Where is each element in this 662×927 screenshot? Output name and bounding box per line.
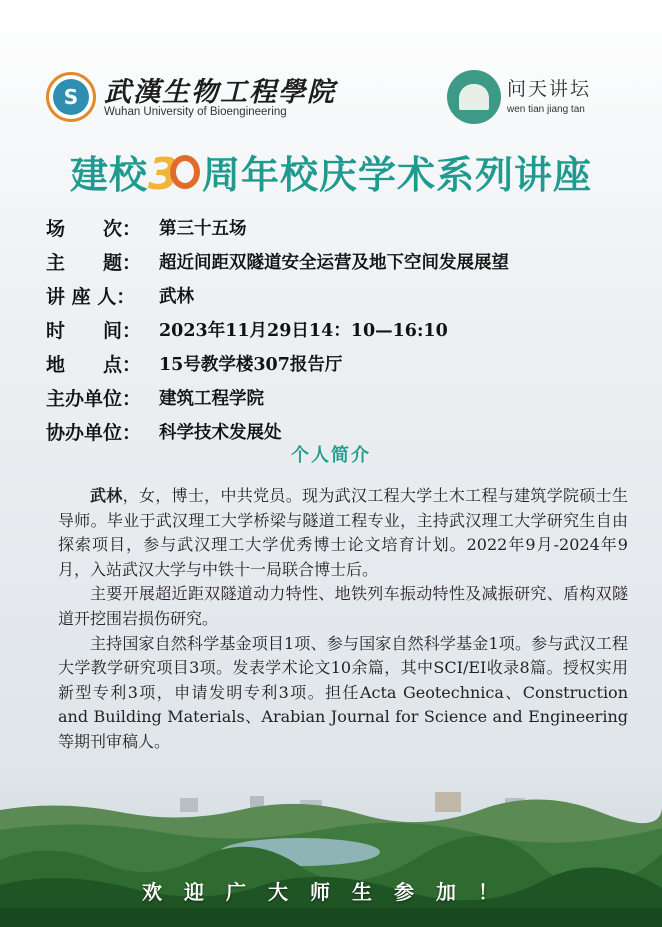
lecture-info — [46, 210, 509, 448]
bio-section-title: 个人简介 — [291, 445, 371, 466]
title-prefix: 建校 — [69, 153, 148, 197]
speaker-bio — [58, 484, 628, 755]
info-row-speaker: 讲 座 人： 武林 — [46, 285, 194, 308]
info-row-host: 主办单位： 建筑工程学院 — [46, 387, 264, 410]
welcome-message: 欢迎广大师生参加！ — [142, 880, 520, 904]
university-name-en: Wuhan University of Bioengineering — [104, 106, 287, 118]
info-row-time: 时 间： 2023年11月29日14：10—16:10 — [46, 319, 448, 342]
info-row-co-host: 协办单位： 科学技术发展处 — [46, 421, 282, 444]
title-suffix: 周年校庆学术系列讲座 — [202, 153, 593, 197]
university-logo-icon: S — [46, 72, 96, 122]
info-row-topic: 主 题： 超近间距双隧道安全运营及地下空间发展展望 — [46, 251, 509, 274]
bio-paragraph: 主持国家自然科学基金项目1项、参与国家自然科学基金1项。参与武汉工程大学教学研究项目3项。发表学术论文10余篇，其中SCI/EI收录8篇。授权实用新型专利3项，申请发明专利3项。担任Acta Geotechnica、Construction and Building Materials、Arabian Journal for Science and Engineering等期刊审稿人。 — [58, 633, 628, 751]
forum-logo-icon — [447, 70, 501, 124]
forum-name-en: wen tian jiang tan — [507, 104, 585, 115]
header — [0, 0, 662, 130]
info-row-session: 场 次： 第三十五场 — [46, 217, 247, 240]
poster-title — [0, 144, 662, 199]
bio-paragraph: 主要开展超近距双隧道动力特性、地铁列车振动特性及减振研究、盾构双隧道开挖围岩损伤研究。 — [58, 584, 628, 628]
info-row-venue: 地 点： 15号教学楼307报告厅 — [46, 353, 343, 376]
speaker-name: 武林 — [90, 486, 123, 505]
bio-paragraph: 武林，女，博士，中共党员。现为武汉工程大学土木工程与建筑学院硕士生导师。毕业于武汉理工大学桥梁与隧道工程专业，主持武汉理工大学研究生自由探索项目，参与武汉理工大学优秀博士论文培育计划。2022年9月-2024年9月，入站武汉大学与中铁十一局联合博士后。 — [58, 486, 628, 579]
university-name-cn: 武漢生物工程學院 — [104, 77, 336, 108]
forum-name-cn: 问天讲坛 — [507, 78, 592, 100]
anniversary-number: 3 — [148, 153, 202, 193]
